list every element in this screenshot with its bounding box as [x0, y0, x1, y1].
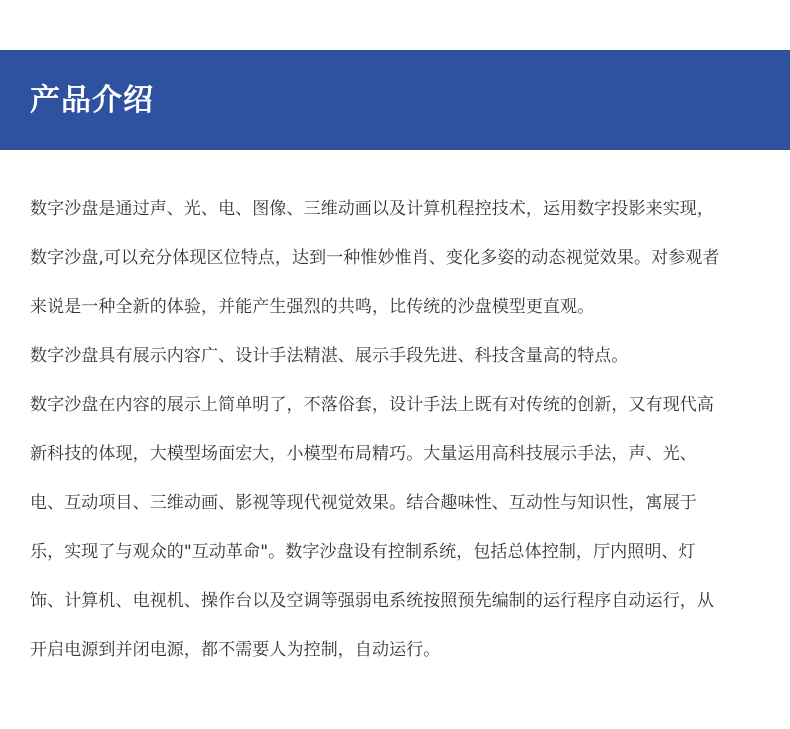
intro-line: 数字沙盘在内容的展示上简单明了，不落俗套，设计手法上既有对传统的创新，又有现代高 — [30, 395, 714, 415]
section-title: 产品介绍 — [30, 83, 154, 118]
section-header — [0, 50, 790, 150]
intro-line: 数字沙盘,可以充分体现区位特点，达到一种惟妙惟肖、变化多姿的动态视觉效果。对参观者 — [30, 248, 720, 268]
intro-line: 乐，实现了与观众的"互动革命"。数字沙盘设有控制系统，包括总体控制，厅内照明、灯 — [30, 542, 696, 562]
intro-line: 饰、计算机、电视机、操作台以及空调等强弱电系统按照预先编制的运行程序自动运行，从 — [30, 591, 714, 611]
intro-line: 新科技的体现，大模型场面宏大，小模型布局精巧。大量运用高科技展示手法，声、光、 — [30, 444, 697, 464]
intro-line: 数字沙盘是通过声、光、电、图像、三维动画以及计算机程控技术，运用数字投影来实现， — [30, 199, 714, 219]
product-intro-text — [30, 193, 770, 683]
intro-line: 来说是一种全新的体验，并能产生强烈的共鸣，比传统的沙盘模型更直观。 — [30, 297, 595, 317]
intro-line: 数字沙盘具有展示内容广、设计手法精湛、展示手段先进、科技含量高的特点。 — [30, 346, 629, 366]
intro-line: 电、互动项目、三维动画、影视等现代视觉效果。结合趣味性、互动性与知识性，寓展于 — [30, 493, 697, 513]
intro-line: 开启电源到并闭电源，都不需要人为控制，自动运行。 — [30, 640, 441, 660]
